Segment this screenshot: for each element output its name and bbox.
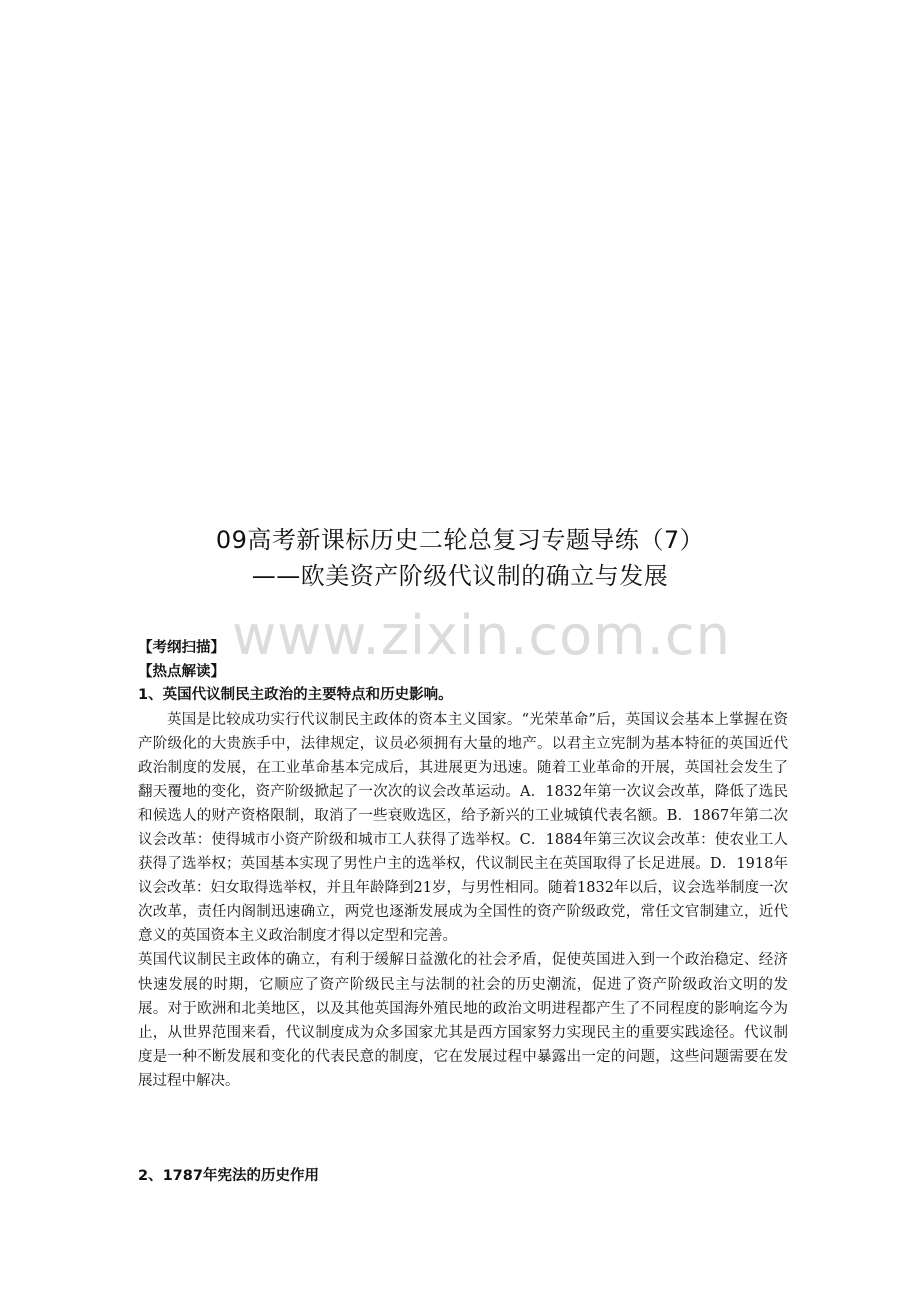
spacer [138, 1093, 788, 1165]
topic1-paragraph-1: 英国是比较成功实行代议制民主政体的资本主义国家。“光荣革命”后，英国议会基本上掌握在资产阶级化的大贵族手中，法律规定，议员必须拥有大量的地产。以君主立宪制为基本特征的英国近代政治制度的发展，在工业革命基本完成后，其进展更为迅速。随着工业革命的开展，英国社会发生了翻天覆地的变化，资产阶级掀起了一次次的议会改革运动。A．1832年第一次议会改革，降低了选民和候选人的财产资格限制，取消了一些衰败选区，给予新兴的工业城镇代表名额。B．1867年第二次议会改革：使得城市小资产阶级和城市工人获得了选举权。C．1884年第三次议会改革：使农业工人获得了选举权；英国基本实现了男性户主的选举权，代议制民主在英国取得了长足进展。D．1918年议会改革：妇女取得选举权，并且年龄降到21岁，与男性相同。随着1832年以后，议会选举制度一次次改革，责任内阁制迅速确立，两党也逐渐发展成为全国性的资产阶级政党，常任文官制建立，近代意义的英国资本主义政治制度才得以定型和完善。 [138, 711, 788, 945]
topic1-paragraph-2: 英国代议制民主政体的确立，有利于缓解日益激化的社会矛盾，促使英国进入到一个政治稳定、经济快速发展的时期，它顺应了资产阶级民主与法制的社会的历史潮流，促进了资产阶级政治文明的发展。对于欧洲和北美地区，以及其他英国海外殖民地的政治文明进程都产生了不同程度的影响迄今为止，从世界范围来看，代议制度成为众多国家尤其是西方国家努力实现民主的重要实践途径。代议制度是一种不断发展和变化的代表民意的制度，它在发展过程中暴露出一定的问题，这些问题需要在发展过程中解决。 [138, 952, 788, 1089]
section-hot-topics: 【热点解读】 [138, 663, 225, 680]
document-title: 09高考新课标历史二轮总复习专题导练（7） [215, 526, 705, 554]
watermark-text: www.zixin.com.cn [232, 604, 731, 667]
document-subtitle: ——欧美资产阶级代议制的确立与发展 [251, 562, 669, 590]
topic2-heading: 2、1787年宪法的历史作用 [138, 1168, 319, 1184]
topic1-heading: 1、英国代议制民主政治的主要特点和历史影响。 [138, 687, 453, 703]
document-body [138, 637, 788, 1189]
section-outline-scan: 【考纲扫描】 [138, 640, 225, 656]
